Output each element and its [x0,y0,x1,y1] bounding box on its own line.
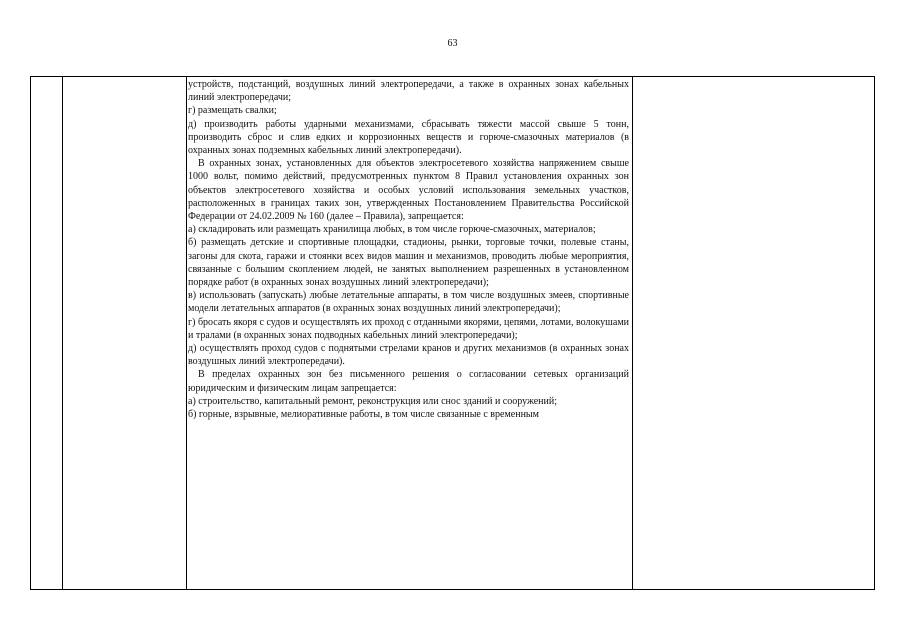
text-line: устройств, подстанций, воздушных линий электропередачи, а также в охранных зонах кабельных линий электропередачи; [188,79,629,104]
column-divider [632,77,633,589]
text-paragraph: В охранных зонах, установленных для объектов электросетевого хозяйства напряжением свыше 1000 вольт, помимо действий, предусмотренных пунктом 8 Правил установления охранных зон объектов электросетевого хозяйства и особых условий использования земельных участков, расположенных в границах таких зон, утвержденных Постановлением Правительства Российской Федерации от 24.02.2009 № 160 (далее – Правила), запрещается: [188,158,629,223]
text-line: г) размещать свалки; [188,105,277,117]
document-table [30,76,875,590]
page-number: 63 [447,38,458,49]
text-line: б) размещать детские и спортивные площадки, стадионы, рынки, торговые точки, полевые станы, загоны для скота, гаражи и стоянки всех видов машин и механизмов, проводить любые мероприятия, связанные с большим скоплением людей, не занятых выполнением разрешенных в установленном порядке работ (в охранных зонах воздушных линий электропередачи); [188,237,629,289]
restrictions-text-cell [188,78,629,421]
column-divider [62,77,63,589]
text-line: д) осуществлять проход судов с поднятыми стрелами кранов и других механизмов (в охранных зонах воздушных линий электропередачи). [188,343,629,368]
text-line: а) складировать или размещать хранилища любых, в том числе горюче-смазочных, материалов; [188,224,596,236]
text-line: д) производить работы ударными механизмами, сбрасывать тяжести массой свыше 5 тонн, производить сброс и слив едких и коррозионных веществ и горюче-смазочных материалов (в охранных зонах подземных кабельных линий электропередачи). [188,118,629,157]
text-line: в) использовать (запускать) любые летательные аппараты, в том числе воздушных змеев, спортивные модели летательных аппаратов (в охранных зонах воздушных линий электропередачи); [188,290,629,315]
text-paragraph: В пределах охранных зон без письменного решения о согласовании сетевых организаций юридическим и физическим лицам запрещается: [188,369,629,394]
text-line: а) строительство, капитальный ремонт, реконструкция или снос зданий и сооружений; [188,395,558,407]
column-divider [186,77,187,589]
text-line: б) горные, взрывные, мелиоративные работы, в том числе связанные с временным [188,409,539,421]
text-line: г) бросать якоря с судов и осуществлять их проход с отданными якорями, цепями, лотами, волокушами и тралами (в охранных зонах подводных кабельных линий электропередачи); [188,316,629,341]
